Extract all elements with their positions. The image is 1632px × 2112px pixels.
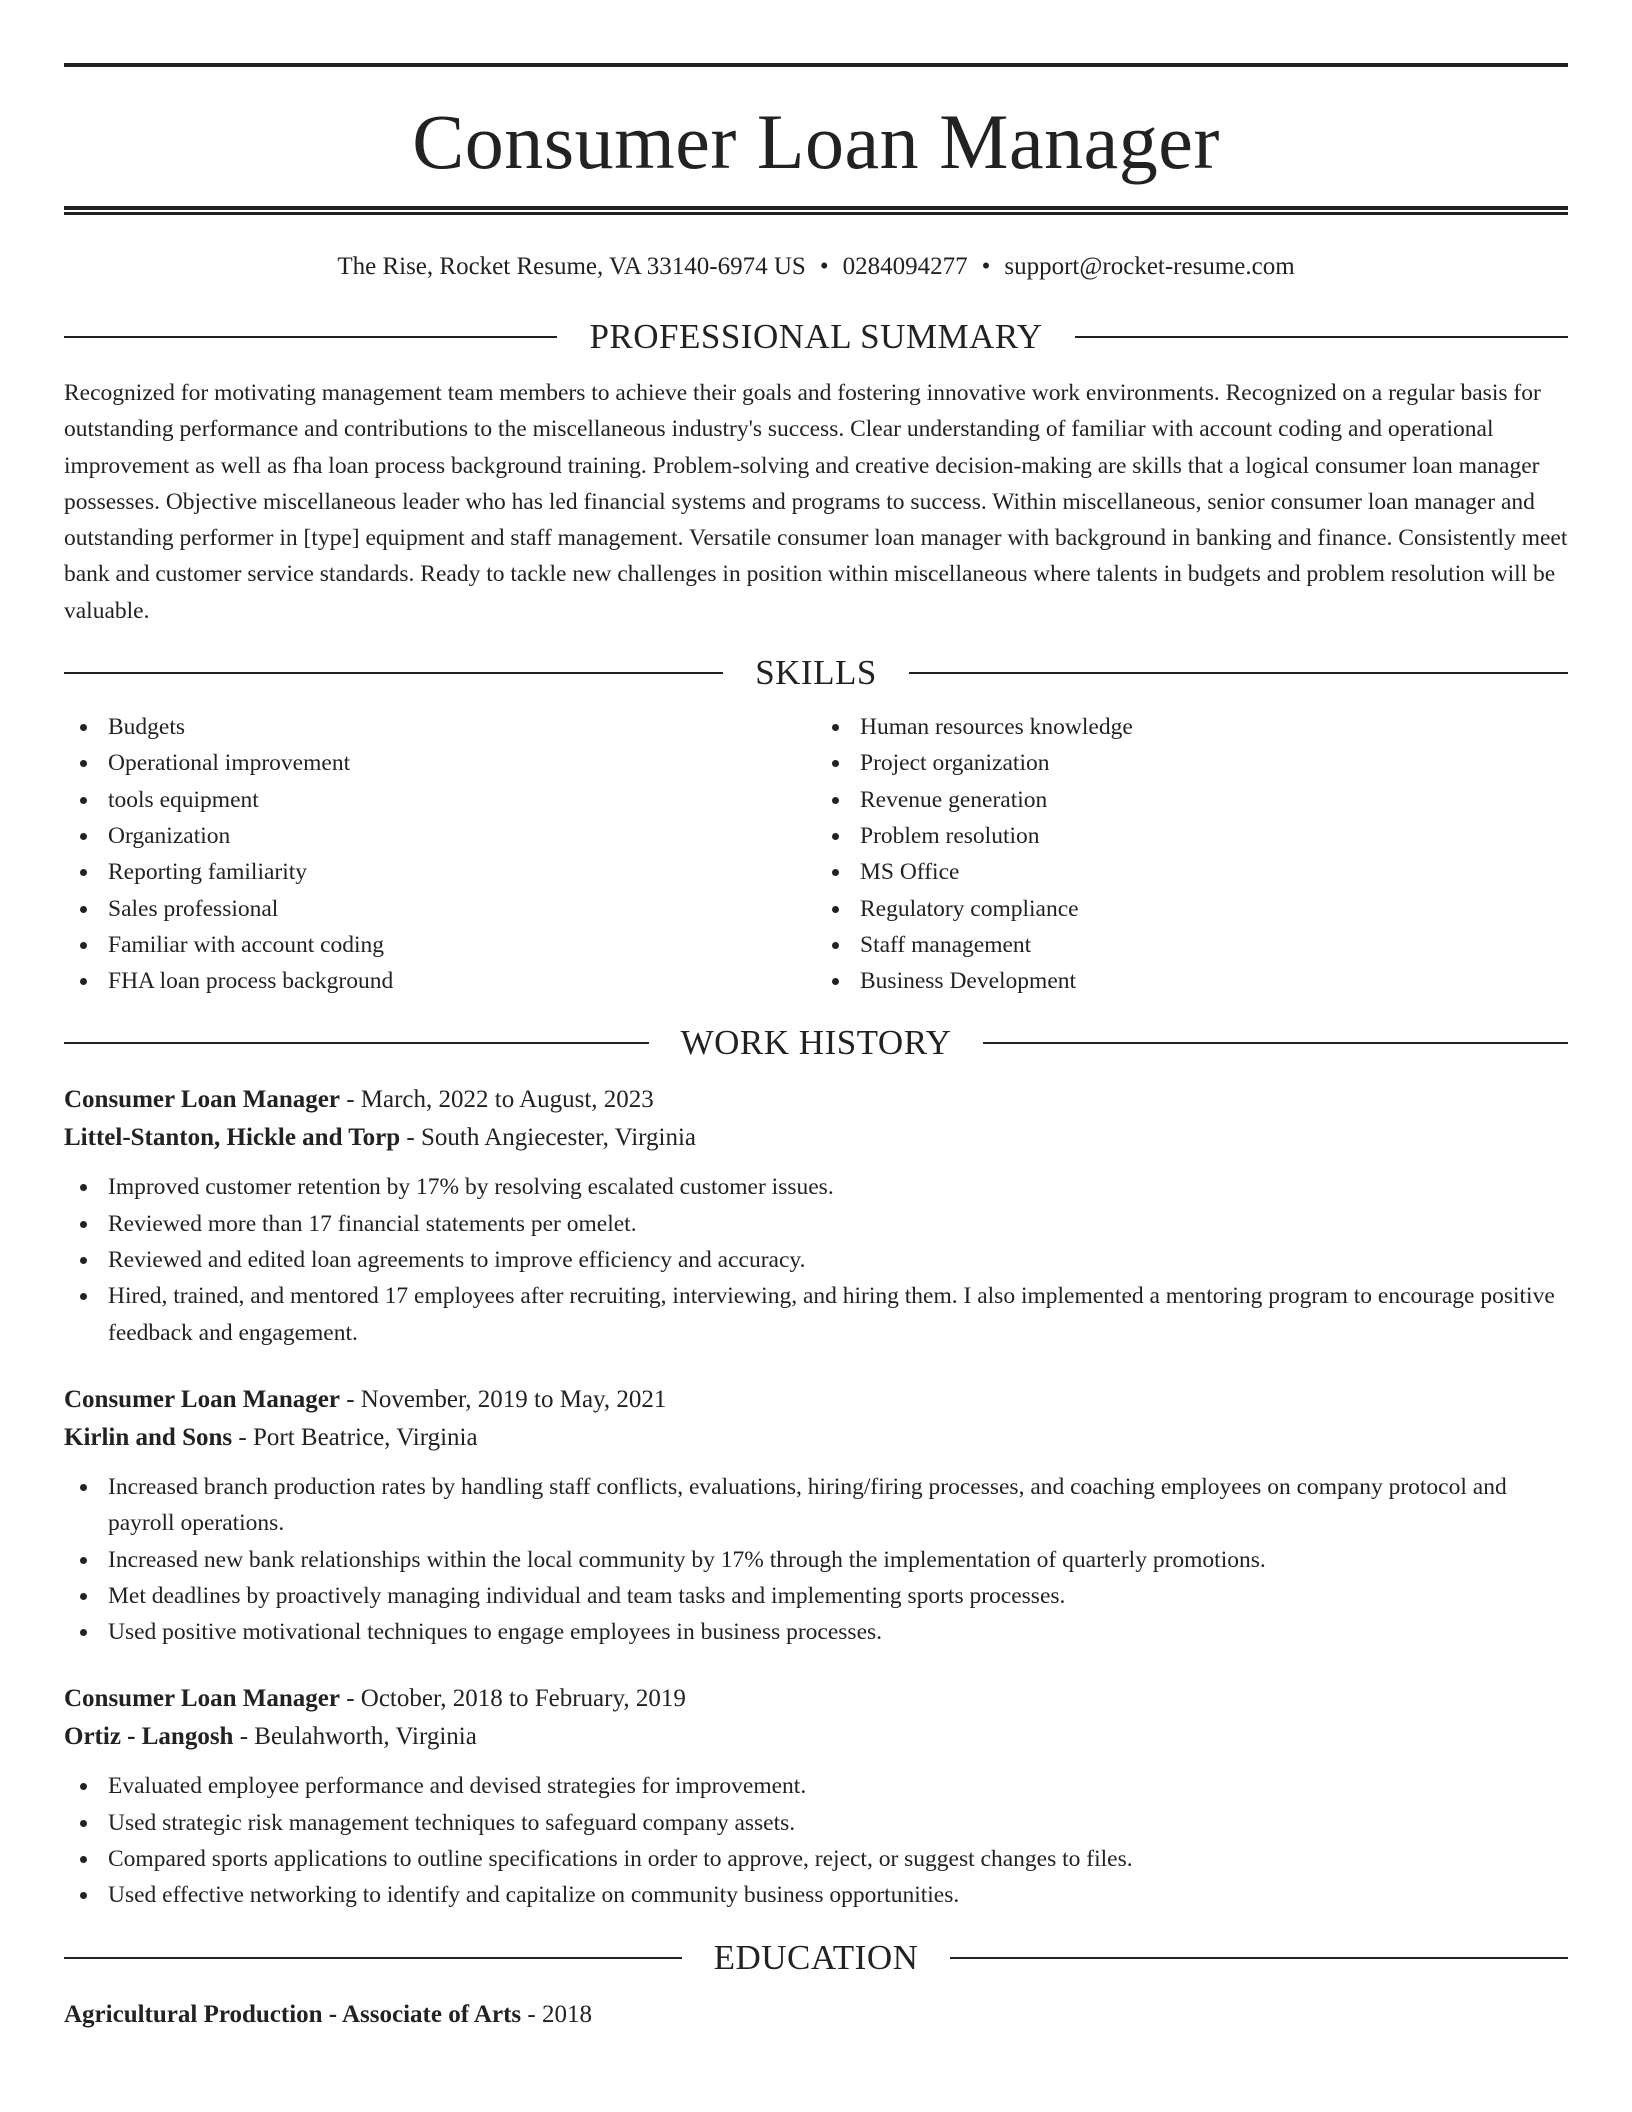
job-role-line (64, 1381, 1568, 1419)
contact-line (64, 252, 1568, 282)
skill-item: Familiar with account coding (64, 927, 816, 963)
job-bullet: Met deadlines by proactively managing individual and team tasks and implementing sports processes. (64, 1578, 1568, 1614)
skill-item: Organization (64, 818, 816, 854)
job-role: Consumer Loan Manager (64, 1086, 340, 1114)
heading-rule (64, 1042, 649, 1044)
job-company: Ortiz - Langosh (64, 1723, 234, 1751)
job-bullet: Evaluated employee performance and devised strategies for improvement. (64, 1768, 1568, 1804)
skill-item: Regulatory compliance (816, 891, 1568, 927)
contact-separator: • (819, 253, 829, 280)
skill-item: MS Office (816, 854, 1568, 890)
education-section-heading (64, 1934, 1568, 1982)
job-entry (64, 1081, 1568, 1350)
contact-separator: • (981, 253, 991, 280)
work-section-heading (64, 1019, 1568, 1067)
heading-rule (64, 1957, 682, 1959)
skills-section-heading (64, 649, 1568, 697)
job-role: Consumer Loan Manager (64, 1685, 340, 1713)
job-bullet: Increased new bank relationships within the local community by 17% through the implementation of quarterly promotions. (64, 1542, 1568, 1578)
job-bullet: Reviewed more than 17 financial statements per omelet. (64, 1206, 1568, 1242)
skill-item: Problem resolution (816, 818, 1568, 854)
education-year: - 2018 (521, 2000, 592, 2028)
skills-title: SKILLS (755, 653, 877, 693)
job-company-line (64, 1718, 1568, 1756)
job-bullet: Reviewed and edited loan agreements to improve efficiency and accuracy. (64, 1242, 1568, 1278)
education-title: EDUCATION (713, 1937, 919, 1977)
job-bullet: Used effective networking to identify and capitalize on community business opportunities. (64, 1877, 1568, 1913)
heading-rule (64, 672, 723, 674)
skill-item: Reporting familiarity (64, 854, 816, 890)
education-degree: Agricultural Production - Associate of Arts (64, 2000, 522, 2028)
job-bullet: Improved customer retention by 17% by resolving escalated customer issues. (64, 1169, 1568, 1205)
resume-page (0, 63, 1632, 2112)
heading-rule (64, 336, 557, 338)
skill-item: tools equipment (64, 782, 816, 818)
job-company: Littel-Stanton, Hickle and Torp (64, 1124, 401, 1152)
job-dates: - November, 2019 to May, 2021 (339, 1385, 667, 1413)
job-company-line (64, 1119, 1568, 1157)
skill-item: Human resources knowledge (816, 709, 1568, 745)
title-double-divider (64, 206, 1568, 215)
job-bullets (64, 1169, 1568, 1350)
job-entry (64, 1381, 1568, 1650)
job-bullet: Compared sports applications to outline specifications in order to approve, reject, or suggest changes to files. (64, 1841, 1568, 1877)
education-entry (64, 1996, 1568, 2034)
summary-title: PROFESSIONAL SUMMARY (589, 317, 1043, 356)
job-entry (64, 1680, 1568, 1913)
skills-column-left (64, 709, 816, 999)
skill-item: Operational improvement (64, 745, 816, 781)
job-role-line (64, 1081, 1568, 1119)
job-bullets (64, 1469, 1568, 1650)
job-dates: - March, 2022 to August, 2023 (339, 1086, 654, 1114)
job-company: Kirlin and Sons (64, 1423, 233, 1451)
job-role-line (64, 1680, 1568, 1718)
skill-item: Project organization (816, 745, 1568, 781)
job-bullets (64, 1768, 1568, 1913)
job-location: - Beulahworth, Virginia (233, 1723, 477, 1751)
summary-text: Recognized for motivating management team members to achieve their goals and fostering innovative work environments. Recognized on a regular basis for outstanding performance and contributions to the miscellaneous industry's success. Clear understanding of familiar with account coding and operational improvement as well as fha loan process background training. Problem-solving and creative decision-making are skills that a logical consumer loan manager possesses. Objective miscellaneous leader who has led financial systems and programs to success. Within miscellaneous, senior consumer loan manager and outstanding performer in [type] equipment and staff management. Versatile consumer loan manager with background in banking and finance. Consistently meet bank and customer service standards. Ready to tackle new challenges in position within miscellaneous where talents in budgets and problem resolution will be valuable. (64, 380, 1568, 624)
job-bullet: Increased branch production rates by handling staff conflicts, evaluations, hiring/firing processes, and coaching employees on company protocol and payroll operations. (64, 1469, 1568, 1542)
skills-list (64, 709, 1568, 999)
work-title: WORK HISTORY (680, 1023, 952, 1063)
job-location: - South Angiecester, Virginia (400, 1124, 697, 1152)
job-bullet: Used positive motivational techniques to engage employees in business processes. (64, 1614, 1568, 1650)
job-dates: - October, 2018 to February, 2019 (339, 1685, 686, 1713)
job-company-line (64, 1419, 1568, 1457)
heading-rule (983, 1042, 1568, 1044)
job-bullet: Hired, trained, and mentored 17 employees after recruiting, interviewing, and hiring them. I also implemented a mentoring program to encourage positive feedback and engagement. (64, 1278, 1568, 1351)
job-bullet: Used strategic risk management techniques to safeguard company assets. (64, 1805, 1568, 1841)
contact-address: The Rise, Rocket Resume, VA 33140-6974 US (337, 253, 806, 280)
job-role: Consumer Loan Manager (64, 1385, 340, 1413)
skill-item: Sales professional (64, 891, 816, 927)
resume-title: Consumer Loan Manager (412, 98, 1220, 185)
skill-item: Staff management (816, 927, 1568, 963)
skills-column-right (816, 709, 1568, 999)
contact-phone: 0284094277 (842, 253, 968, 280)
skill-item: Business Development (816, 963, 1568, 999)
skill-item: FHA loan process background (64, 963, 816, 999)
heading-rule (1075, 336, 1568, 338)
heading-rule (950, 1957, 1568, 1959)
skill-item: Revenue generation (816, 782, 1568, 818)
skill-item: Budgets (64, 709, 816, 745)
job-location: - Port Beatrice, Virginia (232, 1423, 478, 1451)
heading-rule (909, 672, 1568, 674)
contact-email: support@rocket-resume.com (1004, 253, 1295, 280)
summary-section-heading (64, 313, 1568, 361)
